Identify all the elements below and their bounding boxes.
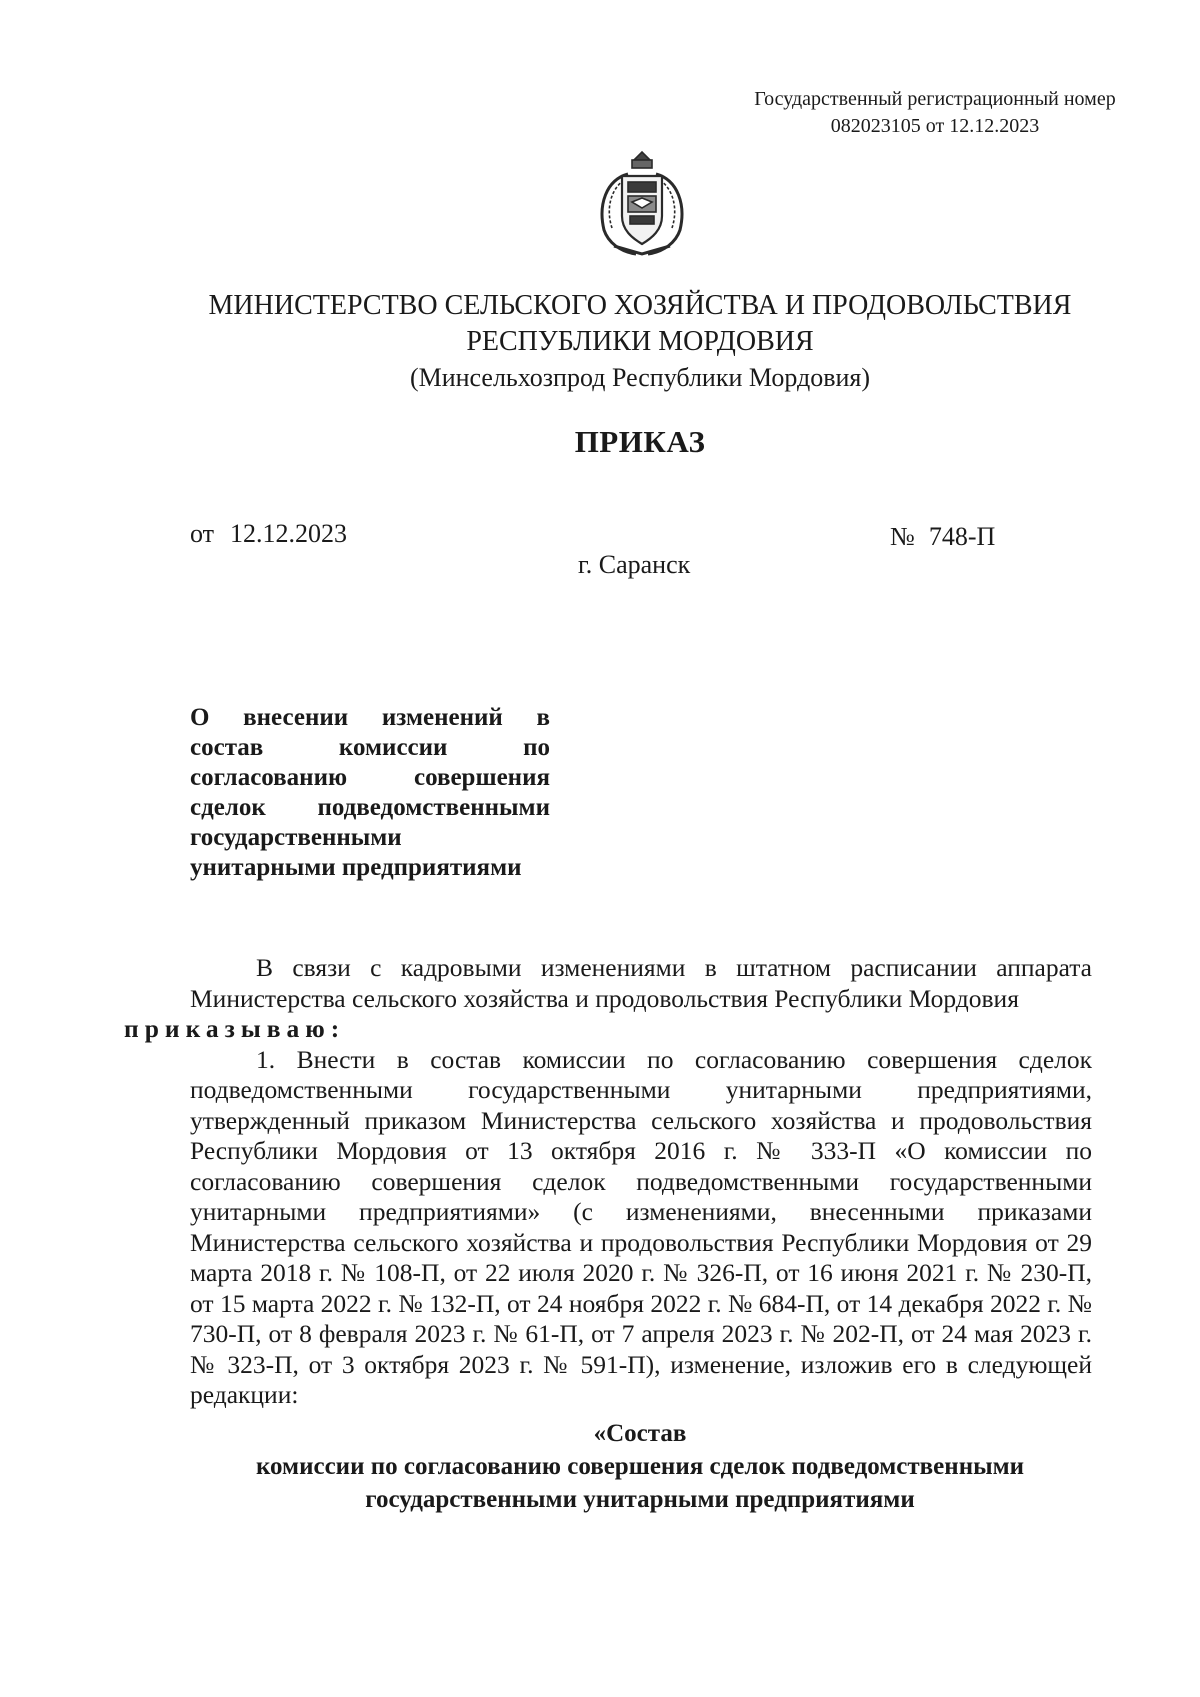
- composition-heading: [150, 1417, 1130, 1516]
- order-word: приказываю:: [124, 1014, 346, 1043]
- subject-line: О внесении изменений в: [190, 704, 550, 731]
- order-date: [190, 519, 347, 549]
- registration-label: Государственный регистрационный номер: [754, 88, 1116, 110]
- order-body: [124, 953, 1092, 1411]
- subject-line: состав комиссии по: [190, 734, 550, 761]
- subject-line: унитарными предприятиями: [190, 854, 522, 881]
- registration-number: 082023105 от 12.12.2023: [830, 115, 1040, 137]
- subject-line: согласованию совершения: [190, 764, 550, 791]
- order-number: [890, 522, 995, 552]
- item-1-paragraph: 1. Внести в состав комиссии по согласованию совершения сделок подведомственными государственными унитарными предприятиями, утвержденный приказом Министерства сельского хозяйства и продовольствия Республики Мордовия от 13 октября 2016 г. № 333-П «О комиссии по согласованию совершения сделок подведомственными государственными унитарными предприятиями» (с изменениями, внесенными приказами Министерства сельского хозяйства и продовольствия Республики Мордовия от 29 марта 2018 г. № 108-П, от 22 июля 2020 г. № 326-П, от 16 июня 2021 г. № 230-П, от 15 марта 2022 г. № 132-П, от 24 ноября 2022 г. № 684-П, от 14 декабря 2022 г. № 730-П, от 8 февраля 2023 г. № 61-П, от 7 апреля 2023 г. № 202-П, от 24 мая 2023 г. № 323-П, от 3 октября 2023 г. № 591-П), изменение, изложив его в следующей редакции:: [190, 1044, 1092, 1409]
- order-date-prefix: от: [190, 519, 215, 548]
- order-date-value: 12.12.2023: [230, 519, 348, 548]
- registration-block: [700, 86, 1170, 140]
- ministry-name-line2: РЕСПУБЛИКИ МОРДОВИЯ: [466, 326, 814, 357]
- subject-line: сделок подведомственными: [190, 794, 550, 821]
- order-number-prefix: №: [890, 522, 915, 551]
- ministry-name-line1: МИНИСТЕРСТВО СЕЛЬСКОГО ХОЗЯЙСТВА И ПРОДОВОЛЬСТВИЯ: [208, 290, 1072, 321]
- order-city: г. Саранск: [578, 550, 691, 579]
- ministry-short-name: (Минсельхозпрод Республики Мордовия): [409, 363, 871, 392]
- document-type: ПРИКАЗ: [574, 424, 706, 459]
- coat-of-arms-icon: [588, 150, 696, 260]
- intro-paragraph: [124, 953, 1092, 1045]
- order-subject: [190, 703, 550, 883]
- intro-text: В связи с кадровыми изменениями в штатном расписании аппарата Министерства сельского хозяйства и продовольствия Республики Мордовия: [190, 953, 1092, 1013]
- composition-title: «Состав: [593, 1420, 687, 1447]
- order-number-value: 748-П: [928, 522, 996, 551]
- ministry-header: [100, 288, 1180, 396]
- composition-subtitle-line2: государственными унитарными предприятиями: [365, 1486, 915, 1513]
- composition-subtitle-line1: комиссии по согласованию совершения сделок подведомственными: [255, 1453, 1025, 1480]
- subject-line: государственными: [190, 824, 402, 851]
